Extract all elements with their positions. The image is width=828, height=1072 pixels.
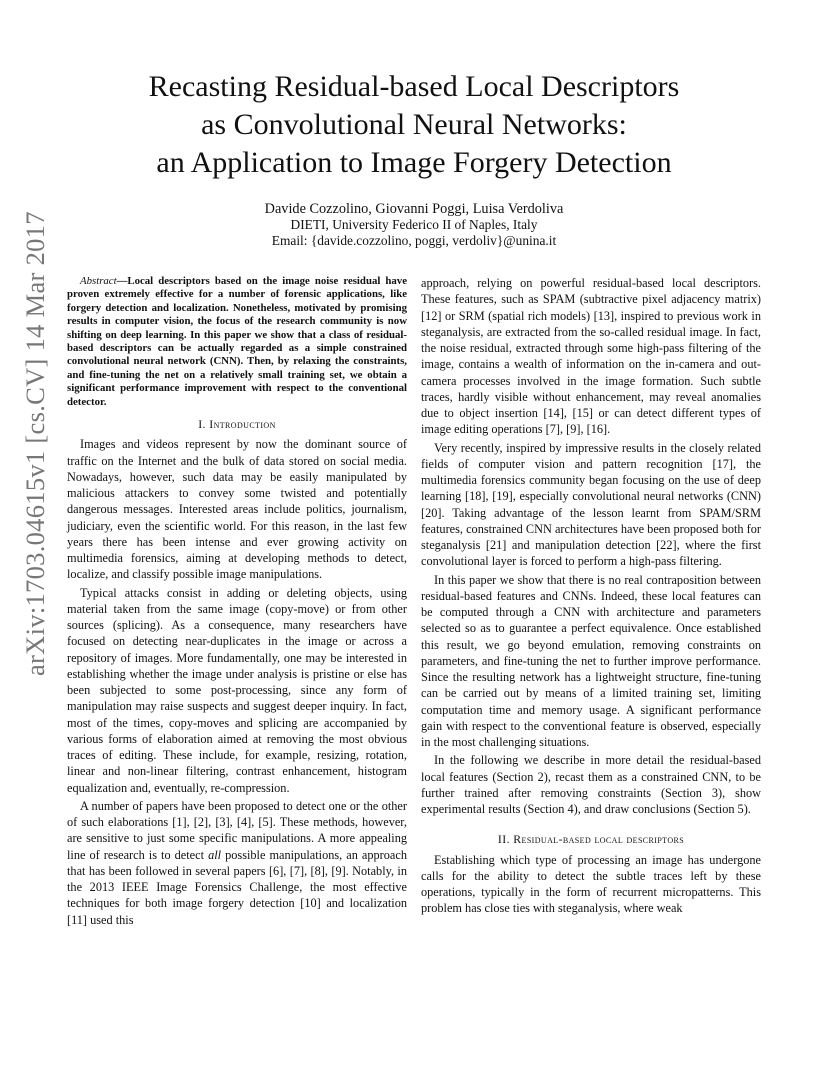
right-column <box>421 275 761 917</box>
abstract <box>67 275 407 409</box>
author-names: Davide Cozzolino, Giovanni Poggi, Luisa Verdoliva <box>264 201 564 217</box>
left-column <box>67 275 407 928</box>
section-title: Introduction <box>209 417 276 432</box>
title-line-3: an Application to Image Forgery Detection <box>156 146 672 179</box>
intro-paragraph-1: Images and videos represent by now the dominant source of traffic on the Internet and the bulk of data stored on social media. Nowadays, however, such data may be easily manipulated by malicious attackers to convey some twisted and potentially dangerous messages. Interested areas include politics, journalism, judiciary, even the scientific world. For this reason, in the last few years there has been intense and ever growing activity on multimedia forensics, aiming at developing methods to detect, localize, and classify possible image manipulations. <box>67 437 407 582</box>
abstract-text: Local descriptors based on the image noise residual have proven extremely effective for a number of forensic applications, like forgery detection and localization. Nonetheless, motivated by promising results in computer vision, the focus of the research community is now shifting on deep learning. In this paper we show that a class of residual-based descriptors can be actually regarded as a simple constrained convolutional neural network (CNN). Then, by relaxing the constraints, and fine-tuning the net on a relatively small training set, we obtain a significant performance improvement with respect to the conventional detector. <box>67 275 407 408</box>
intro-paragraph-5: In this paper we show that there is no real contraposition between residual-based features and CNNs. Indeed, these local features can be computed through a CNN with architecture and parameters selected so as to guarantee a perfect equivalence. Once established this result, we go beyond emulation, removing constraints on parameters, and fine-tuning the net to further improve performance. Since the resulting network has a lightweight structure, fine-tuning can be carried out by means of a limited training set, limiting computation time and memory usage. A significant performance gain with respect to the conventional feature is observed, especially in the most challenging situations. <box>421 572 761 749</box>
intro-paragraph-4: Very recently, inspired by impressive results in the closely related fields of computer vision and pattern recognition [17], the multimedia forensics community began focusing on the use of deep learning [18], [19], especially convolutional neural networks (CNN) [20]. Taking advantage of the lesson learnt from SPAM/SRM features, constrained CNN architectures have been proposed both for steganalysis [21] and manipulation detection [22], where the first convolutional layer is forced to perform a high-pass filtering. <box>421 440 761 569</box>
author-email: Email: {davide.cozzolino, poggi, verdoliv}@unina.it <box>271 233 557 248</box>
p3-text-before: A number of papers have been proposed to detect one or the other of such elaborations [1], [2], [3], [4], [5]. These methods, however, are sensitive to just some specific manipulations. A more appealing line of research is to detect <box>67 798 407 862</box>
section-title: Residual-based local descriptors <box>513 832 685 847</box>
intro-paragraph-2: Typical attacks consist in adding or deleting objects, using material taken from the same image (copy-move) or from other sources (splicing). As a consequence, many researchers have focused on detecting near-duplicates in the image or across a repository of images. More fundamentally, one may be interested in establishing whether the image under analysis is pristine or else has been subjected to some post-processing, since any form of manipulation may raise suspects and suggest deeper inquiry. In fact, most of the times, copy-moves and splicing are accompanied by various forms of elaboration aimed at removing the most obvious traces of editing. These include, for example, resizing, rotation, linear and non-linear filtering, contrast enhancement, histogram equalization and, eventually, re-compression. <box>67 585 407 795</box>
section-heading-residual <box>421 831 761 847</box>
p3-text-after: possible manipulations, an approach that has been followed in several papers [6], [7], [8], [9]. Notably, in the 2013 IEEE Image Forensics Challenge, the most effective techniques for both image forgery detection [10] and localization [11] used this <box>67 847 407 927</box>
title-line-2: as Convolutional Neural Networks: <box>201 108 627 141</box>
abstract-label: Abstract <box>80 275 117 287</box>
abstract-dash: — <box>116 275 128 287</box>
intro-paragraph-3-continued: approach, relying on powerful residual-based local descriptors. These features, such as SPAM (subtractive pixel adjacency matrix) [12] or SRM (spatial rich models) [13], inspired to previous work in steganalysis, are extracted from the so-called residual image. In fact, the noise residual, extracted through some high-pass filtering of the image, contains a wealth of information on the in-camera and out-camera processes involved in the image formation. Such subtle traces, hardly visible without enhancement, may reveal anomalies due to object insertion [14], [15] or can detect different types of image editing operations [7], [9], [16]. <box>421 276 761 437</box>
intro-paragraph-6: In the following we describe in more detail the residual-based local features (Section 2), recast them as a constrained CNN, to be further trained after removing constraints (Section 3), show experimental results (Section 4), and draw conclusions (Section 5). <box>421 753 761 816</box>
intro-paragraph-3 <box>67 798 407 928</box>
arxiv-stamp: arXiv:1703.04615v1 [cs.CV] 14 Mar 2017 <box>20 211 50 676</box>
section2-paragraph-1: Establishing which type of processing an image has undergone calls for the ability to detect the subtle traces left by these operations, typically in the form of recurrent micropatterns. This problem has close ties with steganalysis, where weak <box>421 852 761 916</box>
section-number: II. <box>497 832 510 847</box>
paper-title <box>80 68 748 182</box>
title-line-1: Recasting Residual-based Local Descriptors <box>148 70 680 103</box>
affiliation: DIETI, University Federico II of Naples, Italy <box>290 217 538 232</box>
p3-emphasis: all <box>208 847 222 862</box>
section-heading-introduction <box>67 416 407 432</box>
section-number: I. <box>198 417 206 432</box>
author-block <box>80 201 748 249</box>
